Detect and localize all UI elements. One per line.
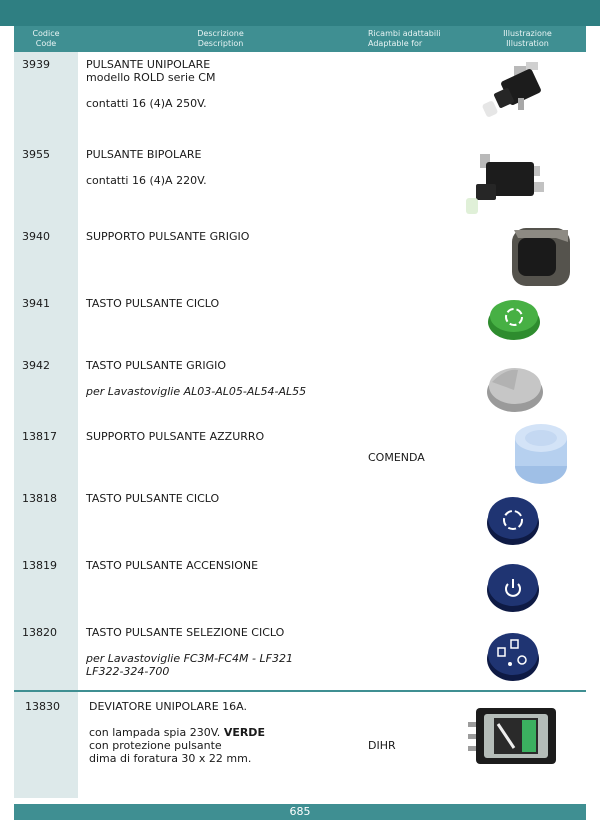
desc-line <box>89 726 265 739</box>
grey-button-image <box>484 360 546 414</box>
desc-line: TASTO PULSANTE ACCENSIONE <box>86 559 259 572</box>
desc-line: TASTO PULSANTE GRIGIO <box>86 359 227 372</box>
header-desc-it: Descrizione <box>197 29 244 38</box>
header-ric-en: Adaptable for <box>368 39 423 48</box>
top-bar <box>0 0 600 26</box>
row-code: 13830 <box>25 700 60 713</box>
row-code: 13820 <box>22 626 57 639</box>
desc-line: modello ROLD serie CM <box>86 71 216 84</box>
desc-line: contatti 16 (4)A 250V. <box>86 97 207 110</box>
row-code: 3941 <box>22 297 50 310</box>
row-description <box>86 430 264 443</box>
grey-support-image <box>504 222 576 292</box>
green-cycle-button-image <box>484 294 544 342</box>
header-code-it: Codice <box>32 29 60 38</box>
row-description <box>86 359 306 398</box>
row-description <box>86 58 215 110</box>
table-header <box>14 26 586 52</box>
blue-cycle-button-image <box>484 490 542 548</box>
desc-line: TASTO PULSANTE CICLO <box>86 492 220 505</box>
desc-line: TASTO PULSANTE CICLO <box>86 297 220 310</box>
highlight-text: VERDE <box>223 726 265 739</box>
row-description <box>86 297 219 310</box>
row-code: 13819 <box>22 559 57 572</box>
row-code: 13817 <box>22 430 57 443</box>
adaptable-for: DIHR <box>368 739 396 752</box>
desc-text: con lampada spia 230V. <box>89 726 224 739</box>
desc-line: TASTO PULSANTE SELEZIONE CICLO <box>86 626 285 639</box>
blue-support-image <box>508 420 574 488</box>
blue-power-button-image <box>484 557 542 615</box>
code-column-bg <box>14 52 78 798</box>
header-illustration <box>469 29 586 49</box>
header-ill-en: Illustration <box>506 39 549 48</box>
desc-line: DEVIATORE UNIPOLARE 16A. <box>89 700 247 713</box>
compatibility-note: per Lavastoviglie FC3M-FC4M - LF321 <box>86 652 293 665</box>
row-separator <box>14 690 586 692</box>
blue-select-cycle-button-image <box>484 626 542 684</box>
header-ric-it: Ricambi adattabili <box>368 29 441 38</box>
compatibility-note: per Lavastoviglie AL03-AL05-AL54-AL55 <box>86 385 307 398</box>
switch-bipolar-image <box>462 148 554 220</box>
row-description <box>86 559 258 572</box>
row-code: 3942 <box>22 359 50 372</box>
desc-line: SUPPORTO PULSANTE GRIGIO <box>86 230 250 243</box>
adaptable-for: COMENDA <box>368 451 425 464</box>
deviator-switch-image <box>466 698 564 772</box>
page-number: 685 <box>289 805 311 818</box>
desc-line: PULSANTE UNIPOLARE <box>86 58 211 71</box>
desc-line: con protezione pulsante <box>89 739 222 752</box>
row-code: 3955 <box>22 148 50 161</box>
row-code: 13818 <box>22 492 57 505</box>
header-code-en: Code <box>35 39 57 48</box>
desc-line: dima di foratura 30 x 22 mm. <box>89 752 252 765</box>
desc-line: contatti 16 (4)A 220V. <box>86 174 207 187</box>
desc-line: PULSANTE BIPOLARE <box>86 148 202 161</box>
row-description <box>86 626 293 678</box>
row-description <box>86 492 219 505</box>
header-adaptable <box>368 29 468 49</box>
row-description <box>89 700 265 765</box>
row-code: 3940 <box>22 230 50 243</box>
header-desc-en: Description <box>197 39 244 48</box>
header-ill-it: Illustrazione <box>503 29 552 38</box>
row-description <box>86 148 207 187</box>
switch-unipolar-image <box>478 60 558 132</box>
compatibility-note: LF322-324-700 <box>86 665 170 678</box>
header-code <box>14 29 78 49</box>
desc-line: SUPPORTO PULSANTE AZZURRO <box>86 430 265 443</box>
header-description <box>78 29 363 49</box>
row-code: 3939 <box>22 58 50 71</box>
row-description <box>86 230 249 243</box>
